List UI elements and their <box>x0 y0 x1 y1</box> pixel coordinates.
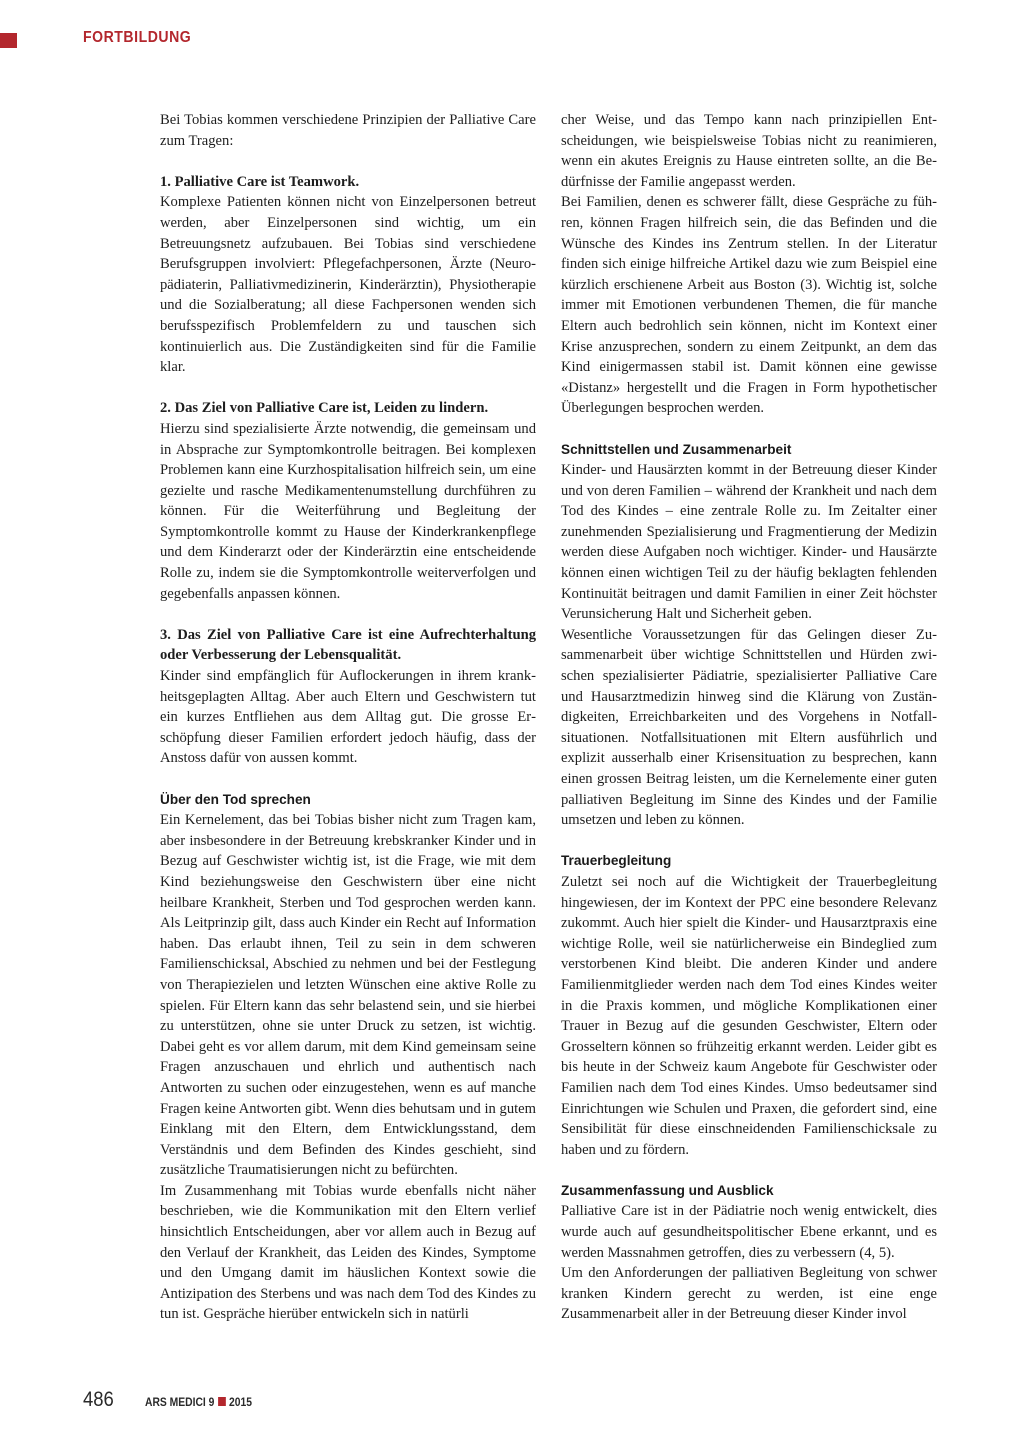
schnittstellen-paragraph-1: Kinder- und Hausärzten kommt in der Betreuung dieser Kinder und von deren Familien – während der Krankheit und nach dem Tod des Kindes – eine zentrale Rolle zu. Im Zeitalter einer zunehmenden Spezialisierung und Fragmentierung der Medizin werden diese Aufgaben noch wichtiger. Kinder- und Hausärzte können einen wichtigen Teil zu der häufig beklagten fehlenden Kontinuität beitragen und damit Familien in einer Zeit höchster Verunsicherung Halt und Sicherheit geben. <box>561 462 937 623</box>
journal-issue <box>145 1395 252 1409</box>
left-column <box>160 110 536 1325</box>
principle-1-heading: 1. Palliative Care ist Teamwork. <box>160 173 360 190</box>
continued-paragraph: cher Weise, und das Tempo kann nach prinzipiellen Entscheidungen, wie beispielsweise Tobias nicht zu reanimieren, wenn ein akutes Ereignis zu Hause eintreten sollte, an die Bedürfnisse der Familie angepasst werden. <box>561 112 937 190</box>
section-heading-zusammenfassung: Zusammenfassung und Ausblick <box>561 1182 774 1198</box>
tod-paragraph-1: Ein Kernelement, das bei Tobias bisher nicht zum Tragen kam, aber insbesondere in der Betreuung krebskranker Kinder und in Bezug auf Geschwister wichtig ist, ist die Frage, wie mit dem Kind beziehungsweise den Geschwistern über eine nicht heilbare Krankheit, Sterben und Tod gesprochen werden kann. Als Leitprinzip gilt, dass auch Kinder ein Recht auf Information haben. Das erlaubt ihnen, Teil zu sein in dem schweren Familienschicksal, Abschied zu nehmen und bei der Festlegung von Therapiezielen und letzten Wünschen eine aktive Rolle zu spielen. Für Eltern kann das sehr belastend sein, und sie hierbei zu unterstützen, ohne sie unter Druck zu setzen, ist wichtig. Dabei geht es vor allem darum, mit dem Kind gemeinsam seine Fragen anzuschauen und ehrlich und authentisch nach Antworten zu suchen oder einzugestehen, wenn es auf manche Fragen keine Antworten gibt. Wenn dies behutsam und in gutem Einklang mit den Eltern, dem Entwicklungsstand, dem Verständnis und dem Befinden des Kindes geschieht, sind zusätzliche Traumatisierungen nicht zu befürchten. <box>160 812 536 1179</box>
principle-3-text: Kinder sind empfänglich für Auflockerungen in ihrem krankheitsgeplagten Alltag. Aber auch Eltern und Geschwistern tut ein kurzes Entfliehen aus dem Alltag gut. Die grosse Erschöpfung dieser Familien erfordert jedoch häufig, dass der Anstoss dafür von aussen kommt. <box>160 668 536 767</box>
header-accent-mark <box>0 33 17 48</box>
footer-accent-mark <box>218 1397 226 1406</box>
principle-3-heading: 3. Das Ziel von Palliative Care ist eine Aufrechterhaltung oder Verbesserung der Lebensqualität. <box>160 626 536 664</box>
zusammenfassung-paragraph-1: Palliative Care ist in der Pädiatrie noch wenig entwickelt, dies wurde auch auf gesundheitspolitischer Ebene erkannt, und es werden Massnahmen getroffen, dies zu verbessern (4, 5). <box>561 1203 937 1261</box>
principle-2-text: Hierzu sind spezialisierte Ärzte notwendig, die gemeinsam und in Absprache zur Symptomkontrolle beitragen. Bei komplexen Problemen kann eine Kurzhospitalisation hilfreich sein, um eine gezielte und rasche Medikamentenumstellung durchführen zu können. Für die Weiterführung und Begleitung der Symptomkontrolle kommt zu Hause der Kinderkrankenpflege und dem Kinderarzt oder der Kinderärztin eine entscheidende Rolle zu, indem sie die Symptomkontrolle weiterverfolgen und gegebenfalls anpassen können. <box>160 420 536 602</box>
intro-paragraph: Bei Tobias kommen verschiedene Prinzipien der Palliative Care zum Tragen: <box>160 112 536 149</box>
right-column <box>561 110 937 1325</box>
zusammenfassung-paragraph-2: Um den Anforderungen der palliativen Begleitung von schwer kranken Kindern gerecht zu werden, ist eine enge Zusammenarbeit aller in der Betreuung dieser Kinder invol <box>561 1265 937 1323</box>
section-title: FORTBILDUNG <box>83 29 192 46</box>
principle-1-text: Komplexe Patienten können nicht von Einzelpersonen betreut werden, aber Einzelpersonen sind wichtig, um ein Betreuungsnetz aufzubauen. Bei Tobias sind verschiedene Berufsgruppen involviert: Pflegefachpersonen, Ärzte (Neuropädiaterin, Palliativmedizinerin, Kinderärztin), Physiotherapie und die Sozialberatung; all diese Fachpersonen wenden sich berufsspezifisch Problemfeldern zu und tauschen sich kontinuierlich aus. Die Zuständigkeiten sind für die Familie klar. <box>160 194 536 376</box>
journal-year: 2015 <box>229 1395 252 1409</box>
continued-paragraph-2: Bei Familien, denen es schwerer fällt, diese Gespräche zu führen, können Fragen hilfreich sein, die das Befinden und die Wünsche des Kindes ins Zentrum stellen. In der Literatur finden sich einige hilfreiche Artikel dazu wie zum Beispiel eine kürzlich erschienene Arbeit aus Boston (3). Wichtig ist, solche immer mit Emotionen verbundenen Themen, die für manche Eltern auch bedrohlich sein können, nicht im Kontext einer Krise anzusprechen, sondern zu einem Zeitpunkt, an dem das Kind einigermassen stabil ist. Damit können eine gewisse «Distanz» hergestellt und die Fragen in Form hypothetischer Überlegungen besprochen werden. <box>561 194 937 417</box>
section-heading-trauer: Trauerbegleitung <box>561 853 672 869</box>
schnittstellen-paragraph-2: Wesentliche Voraussetzungen für das Gelingen dieser Zusammenarbeit über wichtige Schnittstellen und Hürden zwischen spezialisierter Pädiatrie, spezialisierter Palliative Care und Hausarztmedizin hinweg sind die Klärung von Zuständigkeiten, Erreichbarkeiten und des Vorgehens in Notfallsituationen. Notfallsituationen mit Eltern ausführlich und explizit ausserhalb einer Krisensituation zu besprechen, kann einen grossen Beitrag leisten, um die Kernelemente einer guten palliativen Begleitung im Sinne des Kindes und der Familie umsetzen und leben zu können. <box>561 626 937 829</box>
tod-paragraph-2: Im Zusammenhang mit Tobias wurde ebenfalls nicht näher beschrieben, wie die Kommunikation mit den Eltern verlief hinsichtlich Entscheidungen, aber vor allem auch in Bezug auf den Verlauf der Krankheit, das Leiden des Kindes, Symptome und den Umgang damit im häuslichen Kontext sowie die Antizipation des Sterbens und was nach dem Tod des Kindes zu tun ist. Gespräche hierüber entwickeln sich in natürli <box>160 1182 536 1323</box>
page-number: 486 <box>83 1388 114 1411</box>
journal-name: ARS MEDICI 9 <box>145 1395 215 1409</box>
section-heading-tod: Über den Tod sprechen <box>160 791 311 807</box>
principle-2-heading: 2. Das Ziel von Palliative Care ist, Leiden zu lindern. <box>160 400 489 417</box>
trauer-paragraph: Zuletzt sei noch auf die Wichtigkeit der Trauerbegleitung hingewiesen, der im Kontext der PPC eine besondere Relevanz zukommt. Auch hier spielt die Kinder- und Hausarztpraxis eine wichtige Rolle, weil sie natürlicherweise ein Bindeglied zum verstorbenen Kind bleibt. Die anderen Kinder und andere Familienmitglieder werden nach dem Tod eines Kindes weiter in die Praxis kommen, und mögliche Komplikationen einer Trauer in Bezug auf die gesunden Geschwister, Eltern oder Grosseltern können so frühzeitig erkannt werden. Leider gibt es bis heute in der Schweiz kaum Angebote für Geschwister oder Familien nach dem Tod eines Kindes. Umso bedeutsamer sind Einrichtungen wie Schulen und Praxen, die gefordert sind, eine Sensibilität für diese einschneidenden Familienschicksale zu haben und zu fördern. <box>561 873 937 1158</box>
section-heading-schnittstellen: Schnittstellen und Zusammenarbeit <box>561 441 792 457</box>
